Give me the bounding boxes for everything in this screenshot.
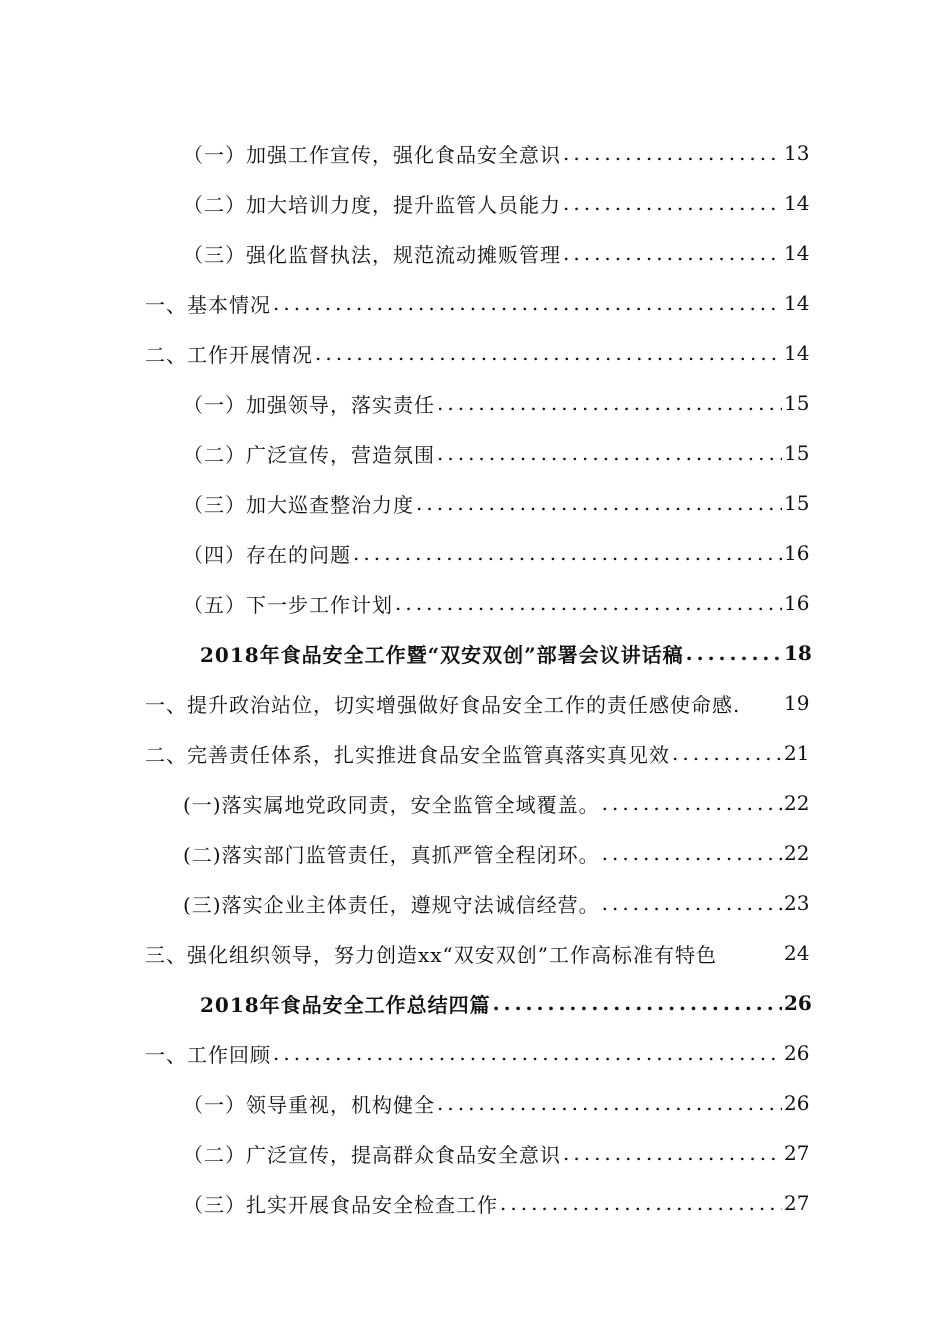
toc-entry-title: 一、基本情况 (145, 292, 271, 317)
toc-dot-leader (395, 591, 782, 615)
toc-entry[interactable] (0, 1028, 950, 1078)
toc-dot-leader (353, 541, 782, 565)
toc-page-number: 24 (784, 941, 810, 965)
toc-heading-entry[interactable] (0, 628, 950, 678)
toc-entry-title: (一)落实属地党政同责，安全监管全域覆盖。 (183, 792, 600, 817)
toc-page-number: 15 (784, 391, 810, 415)
toc-page-number: 16 (784, 591, 810, 615)
toc-page-number: 21 (784, 741, 810, 765)
toc-page-number: 14 (784, 241, 810, 265)
toc-entry-title: 2018年食品安全工作暨“双安双创”部署会议讲话稿 (200, 642, 684, 667)
toc-dot-leader (500, 1191, 782, 1215)
toc-entry-title: 一、提升政治站位，切实增强做好食品安全工作的责任感使命感. (145, 692, 741, 717)
toc-entry-title: （二）广泛宣传，提高群众食品安全意识 (183, 1142, 561, 1167)
toc-dot-leader (273, 291, 782, 315)
toc-page-number: 15 (784, 441, 810, 465)
toc-dot-leader (563, 191, 782, 215)
toc-entry-title: （一）加强工作宣传，强化食品安全意识 (183, 142, 561, 167)
toc-page-number: 22 (784, 841, 810, 865)
toc-entry[interactable] (0, 528, 950, 578)
toc-entry-title: （一）领导重视，机构健全 (183, 1092, 435, 1117)
toc-dot-leader (273, 1041, 782, 1065)
toc-entry-title: (二)落实部门监管责任，真抓严管全程闭环。 (183, 842, 600, 867)
toc-entry[interactable] (0, 878, 950, 928)
toc-page-number: 27 (784, 1141, 810, 1165)
toc-dot-leader (672, 741, 782, 765)
toc-entry[interactable] (0, 378, 950, 428)
toc-page-number: 26 (784, 1091, 810, 1115)
toc-dot-leader (437, 441, 782, 465)
toc-entry[interactable] (0, 728, 950, 778)
toc-entry-title: （一）加强领导，落实责任 (183, 392, 435, 417)
toc-dot-leader (563, 1141, 782, 1165)
toc-page-number: 14 (784, 291, 810, 315)
toc-entry-title: (三)落实企业主体责任，遵规守法诚信经营。 (183, 892, 600, 917)
toc-entry[interactable] (0, 428, 950, 478)
toc-page-number: 15 (784, 491, 810, 515)
toc-dot-leader (437, 1091, 782, 1115)
toc-entry-title: （三）强化监督执法，规范流动摊贩管理 (183, 242, 561, 267)
toc-entry-title: （二）加大培训力度，提升监管人员能力 (183, 192, 561, 217)
toc-entry-title: 2018年食品安全工作总结四篇 (200, 992, 491, 1017)
toc-entry[interactable] (0, 228, 950, 278)
toc-entry[interactable] (0, 578, 950, 628)
toc-dot-leader (602, 891, 782, 915)
toc-dot-leader (563, 241, 782, 265)
toc-dot-leader (602, 841, 782, 865)
toc-entry[interactable] (0, 1128, 950, 1178)
toc-entry-title: 二、工作开展情况 (145, 342, 313, 367)
toc-entry[interactable] (0, 478, 950, 528)
toc-page-number: 16 (784, 541, 810, 565)
toc-dot-leader (602, 791, 782, 815)
toc-entry-title: （三）扎实开展食品安全检查工作 (183, 1192, 498, 1217)
toc-page-number: 19 (784, 691, 810, 715)
toc-page-number: 26 (784, 991, 812, 1015)
toc-entry-title: （三）加大巡查整治力度 (183, 492, 414, 517)
toc-page-number: 27 (784, 1191, 810, 1215)
toc-page-number: 26 (784, 1041, 810, 1065)
toc-entry[interactable] (0, 828, 950, 878)
table-of-contents (0, 128, 950, 1228)
toc-entry[interactable] (0, 128, 950, 178)
toc-page-number: 23 (784, 891, 810, 915)
toc-entry-title: 二、完善责任体系，扎实推进食品安全监管真落实真见效 (145, 742, 670, 767)
toc-entry[interactable] (0, 278, 950, 328)
toc-entry-title: （四）存在的问题 (183, 542, 351, 567)
toc-page-number: 14 (784, 341, 810, 365)
toc-entry-title: （二）广泛宣传，营造氛围 (183, 442, 435, 467)
toc-dot-leader (493, 991, 782, 1015)
toc-heading-entry[interactable] (0, 978, 950, 1028)
toc-page-number: 22 (784, 791, 810, 815)
toc-entry[interactable] (0, 178, 950, 228)
toc-entry-title: 一、工作回顾 (145, 1042, 271, 1067)
toc-page-number: 13 (784, 141, 810, 165)
toc-dot-leader (563, 141, 782, 165)
toc-page-number: 14 (784, 191, 810, 215)
toc-dot-leader (437, 391, 782, 415)
toc-entry[interactable] (0, 1178, 950, 1228)
toc-entry[interactable] (0, 778, 950, 828)
toc-entry[interactable] (0, 678, 950, 728)
toc-dot-leader (416, 491, 782, 515)
toc-entry[interactable] (0, 1078, 950, 1128)
toc-entry[interactable] (0, 328, 950, 378)
toc-dot-leader (686, 641, 782, 665)
toc-entry-title: 三、强化组织领导，努力创造xx“双安双创”工作高标准有特色 (145, 942, 718, 967)
toc-dot-leader (315, 341, 782, 365)
toc-entry[interactable] (0, 928, 950, 978)
toc-entry-title: （五）下一步工作计划 (183, 592, 393, 617)
toc-page-number: 18 (784, 641, 812, 665)
